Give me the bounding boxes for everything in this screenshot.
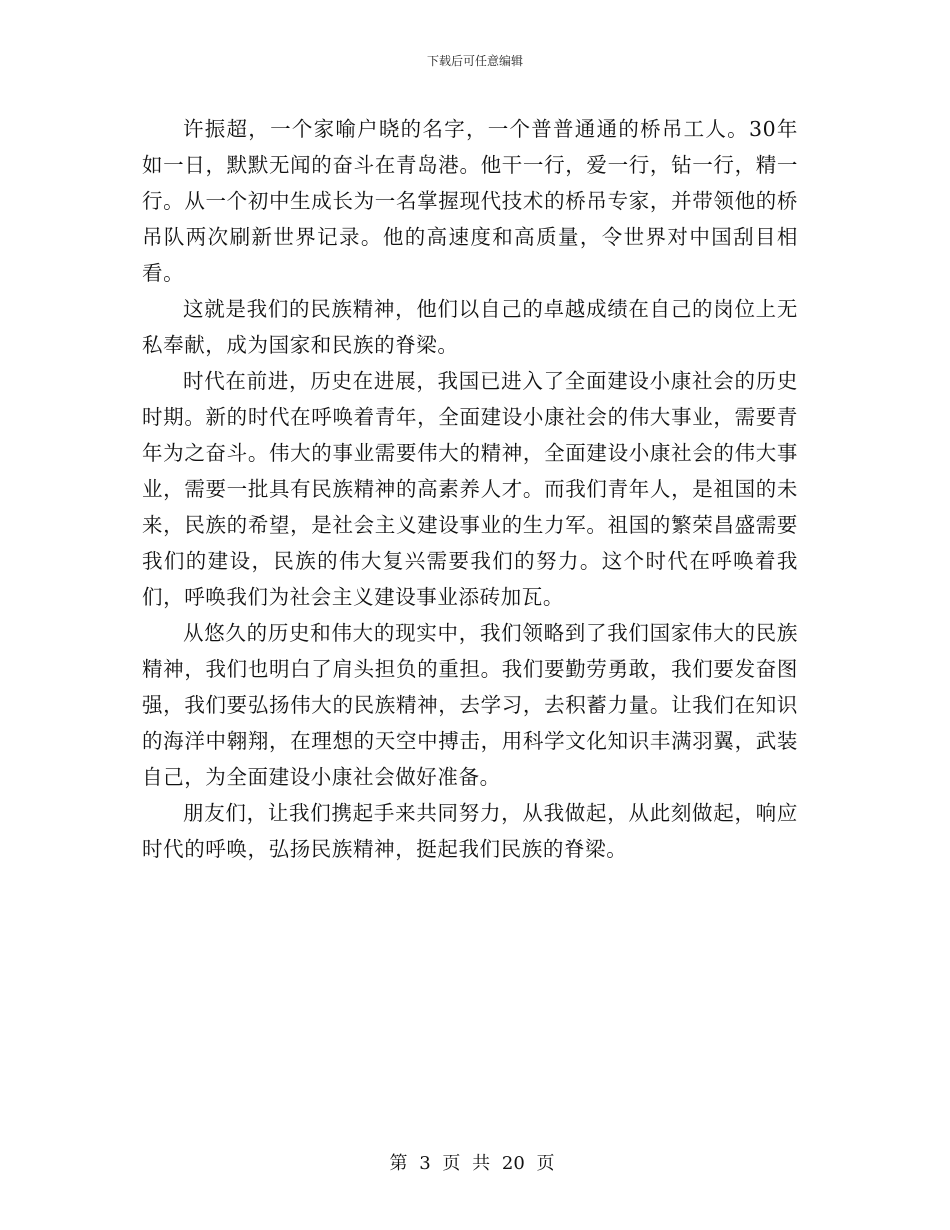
footer-page-unit: 页 [442, 1153, 461, 1174]
paragraph-4: 从悠久的历史和伟大的现实中，我们领略到了我们国家伟大的民族精神，我们也明白了肩头担负的重担。我们要勤劳勇敢，我们要发奋图强，我们要弘扬伟大的民族精神，去学习，去积蓄力量。让我们在知识的海洋中翱翔，在理想的天空中搏击，用科学文化知识丰满羽翼，武装自己，为全面建设小康社会做好准备。 [142, 621, 798, 789]
footer-prefix: 第 [389, 1153, 408, 1174]
page-header: 下载后可任意编辑 [426, 54, 523, 68]
document-body [142, 111, 798, 867]
footer-current-page: 3 [419, 1153, 431, 1174]
footer-suffix: 页 [536, 1153, 555, 1174]
paragraph-3: 时代在前进，历史在进展，我国已进入了全面建设小康社会的历史时期。新的时代在呼唤着青年，全面建设小康社会的伟大事业，需要青年为之奋斗。伟大的事业需要伟大的精神，全面建设小康社会的伟大事业，需要一批具有民族精神的高素养人才。而我们青年人，是祖国的未来，民族的希望，是社会主义建设事业的生力军。祖国的繁荣昌盛需要我们的建设，民族的伟大复兴需要我们的努力。这个时代在呼唤着我们，呼唤我们为社会主义建设事业添砖加瓦。 [142, 369, 798, 609]
paragraph-2: 这就是我们的民族精神，他们以自己的卓越成绩在自己的岗位上无私奉献，成为国家和民族的脊梁。 [142, 297, 798, 357]
page-footer [0, 1153, 950, 1175]
footer-total-pages: 20 [501, 1153, 525, 1174]
paragraph-1: 许振超，一个家喻户晓的名字，一个普普通通的桥吊工人。30年如一日，默默无闻的奋斗在青岛港。他干一行，爱一行，钻一行，精一行。从一个初中生成长为一名掌握现代技术的桥吊专家，并带领他的桥吊队两次刷新世界记录。他的高速度和高质量，令世界对中国刮目相看。 [142, 117, 798, 285]
paragraph-5: 朋友们，让我们携起手来共同努力，从我做起，从此刻做起，响应时代的呼唤，弘扬民族精神，挺起我们民族的脊梁。 [142, 801, 798, 861]
footer-total-word: 共 [472, 1153, 491, 1174]
